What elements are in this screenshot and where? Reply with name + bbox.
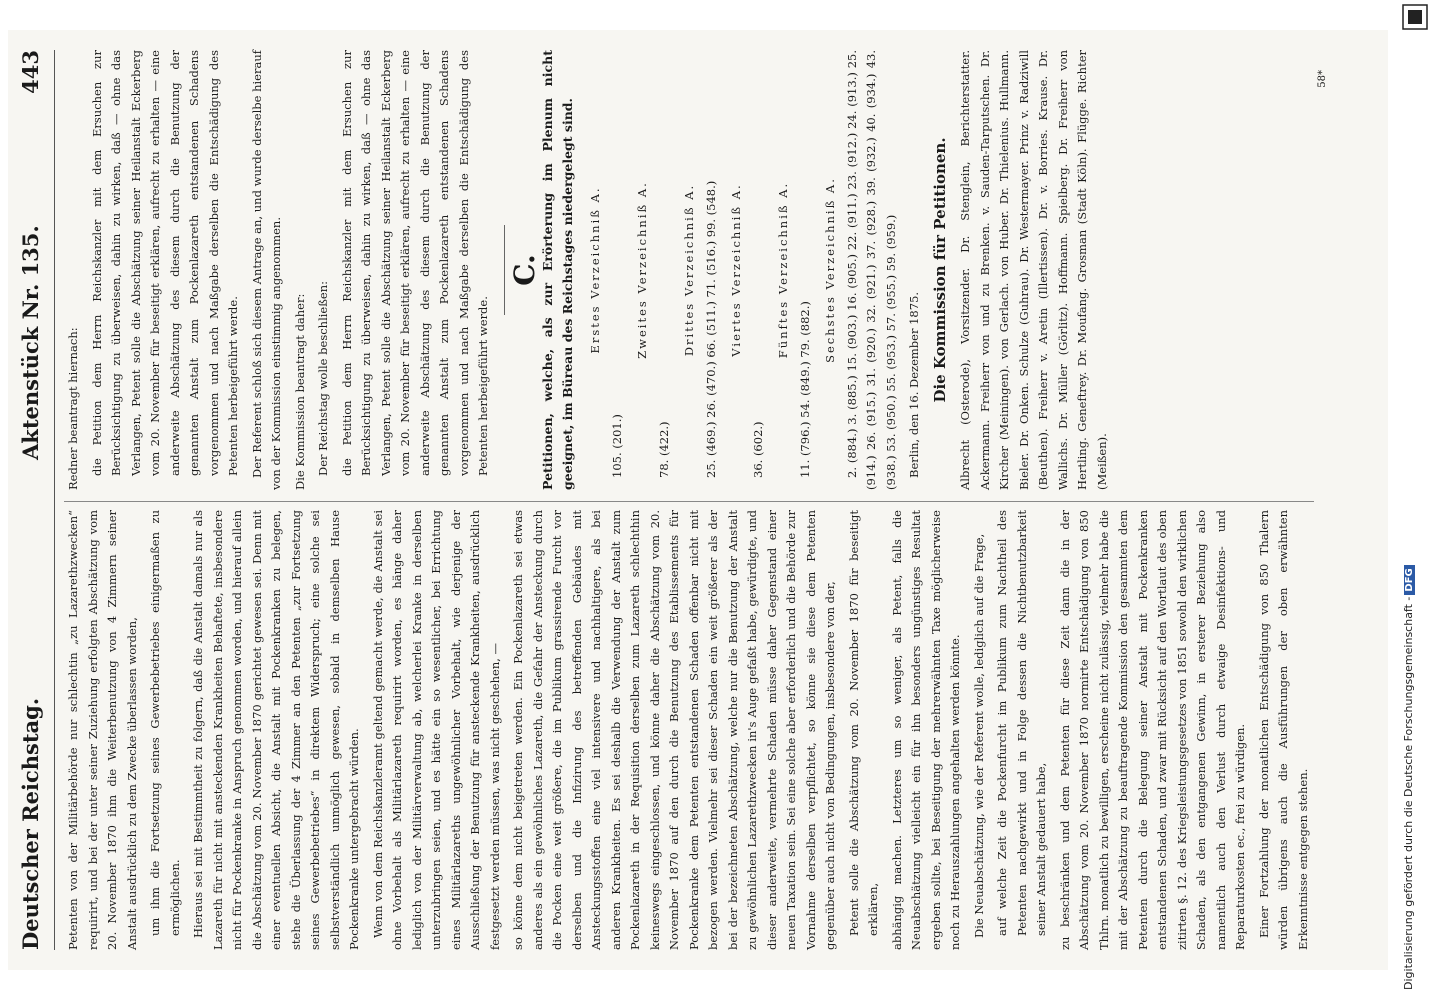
list-numbers: 78. (422.) bbox=[656, 421, 671, 478]
list-numbers: 36. (602.) bbox=[750, 421, 765, 478]
left-column bbox=[64, 510, 1317, 950]
paragraph: Einer Fortzahlung der monatlichen Entschädigung von 850 Thalern würden übrigens auch die Ausführungen der oben erwähnten Erkenntnisse entgegen stehen. bbox=[1256, 510, 1310, 950]
column-separator bbox=[64, 501, 1314, 502]
motion-intro: Redner beantragt hiernach: bbox=[66, 327, 80, 490]
paragraph: Hieraus sei mit Bestimmtheit zu folgern, daß die Anstalt damals nur als Lazareth für nicht mit ansteckenden Krankheiten Behaftete, insbesondere nicht für Pockenkranke in Anspruch genommen worden, und hierauf allein die Abschätzung vom 20. November 1870 gerichtet gewesen sei. Denn mit einer eventuellen Absicht, die Anstalt mit Pockenkranken zu belegen, stehe die Überlassung der 4 Zimmer an den Petenten „zur Fortsetzung seines Gewerbebetriebes“ in direktem Widerspruch; eine solche sei selbstverständlich unmöglich gewesen, sobald in demselben Hause Pockenkranke untergebracht würden. bbox=[191, 510, 361, 950]
commission-title: Die Kommission für Petitionen. bbox=[930, 137, 949, 403]
list-numbers: 2. (884.) 3. (885.) 15. (903.) 16. (905.) 22. (911.) 23. (912.) 24. (913.) 25. (914.) 26. (915.) 31. (920.) 32. (921.) 37. (928.) 39. (932.) 40. (934.) 43. (938.) 53. (950.) 55. (953.) 57. (955.) 59. (959.) bbox=[844, 50, 898, 490]
scan-corner-marker-icon bbox=[1402, 4, 1428, 30]
header-document-number: Aktenstück Nr. 135. bbox=[18, 225, 43, 460]
paragraph-quote: Petent solle die Abschätzung vom 20. November 1870 für beseitigt erklären, bbox=[846, 510, 880, 936]
sheet-signature: 58* bbox=[1317, 70, 1328, 88]
digitization-note-text: Digitalisierung gefördert durch die Deutsche Forschungsgemeinschaft - bbox=[1402, 596, 1415, 990]
digitization-margin bbox=[1396, 0, 1432, 1000]
paragraph-quote: auf welche Zeit die Pockenfurcht im Publikum zum Nachtheil des Petenten nachgewirkt und in Folge dessen die Nichtbenutzbarkeit seiner Anstalt gedauert habe, bbox=[995, 510, 1048, 936]
motion-text: die Petition dem Herrn Reichskanzler mit dem Ersuchen zur Berücksichtigung zu überweisen, dahin zu wirken, daß — ohne das Verlangen, Petent solle die Abschätzung seiner Heilanstalt Eckerberg vom 20. November für beseitigt erklären, aufrecht zu erhalten — eine anderweite Abschätzung des diesem durch die Benutzung der genannten Anstalt zum Pockenlazareth entstandenen Schadens vorgenommen und nach Maßgabe derselben die Entschädigung des Petenten herbeigeführt werde. bbox=[89, 50, 240, 476]
paragraph: zu beschränken und dem Petenten für diese Zeit dann die in der Abschätzung vom 20. November 1870 normirte Entschädigung von 850 Thlrn. monatlich zu bewilligen, erscheine nicht zulässig, vielmehr habe die mit der Abschätzung zu beauftragende Kommission den gesammten dem Petenten durch die Belegung seiner Anstalt mit Pockenkranken entstandenen Schaden, und zwar mit Rücksicht auf den Wortlaut des oben zitirten §. 12. des Kriegsleistungsgesetzes von 1851 sowohl den wirklichen Schaden, als den entgangenen Gewinn, in ersterer Beziehung also namentlich auch den Verlust durch etwaige Desinfektions- und Reparaturkosten ec., frei zu würdigen. bbox=[1057, 510, 1247, 950]
list-numbers: 25. (469.) 26. (470.) 66. (511.) 71. (516.) 99. (548.) bbox=[703, 180, 718, 478]
list-title: Zweites Verzeichniß A. bbox=[635, 181, 649, 359]
page-number: 443 bbox=[18, 50, 43, 94]
commission-motion-intro: Die Kommission beantragt daher: bbox=[292, 293, 307, 490]
date-line: Berlin, den 16. Dezember 1875. bbox=[907, 291, 921, 478]
paragraph: abhängig machen. Letzteres um so weniger, als Petent, falls die Neuabschätzung vielleicht ein für ihn besonders ungünstiges Resultat ergeben sollte, bei Beseitigung der mehrerwähnten Taxe möglicherweise noch zu Herauszahlungen angehalten werden könnte. bbox=[889, 510, 962, 950]
list-title: Erstes Verzeichniß A. bbox=[588, 186, 602, 354]
list-title: Fünftes Verzeichniß A. bbox=[776, 181, 790, 359]
dfg-badge: DFG bbox=[1404, 565, 1415, 594]
list-numbers: 11. (796.) 54. (849.) 79. (882.) bbox=[797, 301, 812, 478]
list-title: Viertes Verzeichniß A. bbox=[729, 183, 743, 357]
list-numbers: 105. (201.) bbox=[609, 414, 624, 478]
digitization-note bbox=[1402, 565, 1415, 990]
section-title: Petitionen, welche, als zur Erörterung im Plenum nicht geeignet, im Büreau des Reichstages niedergelegt sind. bbox=[540, 50, 575, 490]
header-journal-title: Deutscher Reichstag. bbox=[18, 697, 43, 950]
paragraph: so könne dem nicht beigetreten werden. Ein Pockenlazareth sei etwas anderes als ein gewöhnliches Lazareth, die Gefahr der Ansteckung durch die Pocken eine weit größere, die im Publikum grassirende Furcht vor derselben und die Infizirung des betreffenden Gebäudes mit Ansteckungsstoffen eine viel intensivere und nachhaltigere, als bei anderen Krankheiten. Es sei deshalb die Verwendung der Anstalt zum Pockenlazareth in der Requisition derselben zum Lazareth schlechthin keineswegs eingeschlossen, und könne daher die Abschätzung vom 20. November 1870 auf den durch die Benutzung des Etablissements für Pockenkranke dem Petenten entstandenen Schaden offenbar nicht mit bezogen werden. Vielmehr sei dieser Schaden ein weit größerer als der bei der bezeichneten Abschätzung, welche nur die Benutzung der Anstalt zu gewöhnlichen Lazarethzwecken in's Auge gefaßt habe, gewürdigte, und dieser anderweite, vermehrte Schaden müsse daher Gegenstand einer neuen Taxation sein. Sei eine solche aber erforderlich und die Behörde zur Vornahme derselben verpflichtet, so könne sie diese dem Petenten gegenüber auch nicht von Bedingungen, insbesondere von der, bbox=[511, 510, 837, 950]
page-header bbox=[8, 50, 55, 950]
right-column bbox=[64, 50, 1116, 490]
commission-members: Albrecht (Osterode), Vorsitzender. Dr. Stenglein, Berichterstatter. Ackermann. Freiherr von und zu Brenken. v. Sauden-Tarputschen. Dr. Kircher (Meiningen). von Gerlach. von Huber. Dr. Thielenius. Hullmann. Bieler. Dr. Onken. Schulze (Guhrau). Dr. Westermayer. Prinz v. Radziwill (Beuthen). Freiherr v. Aretin (Illertissen). Dr. v. Borries. Krause. Dr. Wallichs. Dr. Müller (Görlitz). Hoffmann. Spielberg. Dr. Freiherr von Hertling. Geneftrey. Dr. Moufang. Grosman (Stadt Köln). Flügge. Richter (Meißen). bbox=[958, 50, 1109, 490]
divider bbox=[504, 225, 505, 315]
paragraph: Die Neuabschätzung, wie der Referent wolle, lediglich auf die Frage, bbox=[971, 533, 986, 938]
scanned-page bbox=[8, 30, 1388, 970]
referent-paragraph: Der Referent schloß sich diesem Antrage an, und wurde derselbe hierauf von der Kommission einstimmig angenommen. bbox=[249, 50, 283, 490]
paragraph-quote: um ihm die Fortsetzung seines Gewerbebetriebes einigermaßen zu ermöglichen. bbox=[148, 510, 182, 936]
paragraph: Petenten von der Militärbehörde nur schlechtin „zu Lazarethzwecken“ requirirt, und bei der unter seiner Zuziehung erfolgten Abschätzung vom 20. November 1870 ihm die Weiterbenutzung von 4 Zimmern seiner Anstalt ausdrücklich zu dem Zwecke überlassen worden, bbox=[66, 510, 139, 950]
motion-text: die Petition dem Herrn Reichskanzler mit dem Ersuchen zur Berücksichtigung zu überweisen, dahin zu wirken, daß — ohne das Verlangen, Petent solle die Abschätzung seiner Heilanstalt Eckerberg vom 20. November für beseitigt erklären, aufrecht zu erhalten — eine anderweite Abschätzung des diesem durch die Benutzung der genannten Anstalt zum Pockenlazareth entstandenen Schadens vorgenommen und nach Maßgabe derselben die Entschädigung des Petenten herbeigeführt werde. bbox=[339, 50, 490, 476]
paragraph: Wenn von dem Reichskanzleramt geltend gemacht werde, die Anstalt sei ohne Vorbehalt als Militärlazareth requirirt worden, es hänge daher lediglich von der Militärverwaltung ab, welcherlei Kranke in derselben unterzubringen seien, und es hätte ein so wesentlicher, bei Errichtung eines Militärlazareths ungewöhnlicher Vorbehalt, wie derjenige der Ausschließung der Benutzung für ansteckende Krankheiten, ausdrücklich festgesetzt werden müssen, was nicht geschehen, — bbox=[370, 510, 502, 950]
reichstag-resolution-intro: Der Reichstag wolle beschließen: bbox=[316, 281, 330, 476]
list-title: Sechstes Verzeichniß A. bbox=[823, 177, 837, 363]
rotated-page-content bbox=[8, 30, 1388, 970]
list-title: Drittes Verzeichniß A. bbox=[682, 183, 696, 357]
section-letter: C. bbox=[507, 254, 541, 286]
